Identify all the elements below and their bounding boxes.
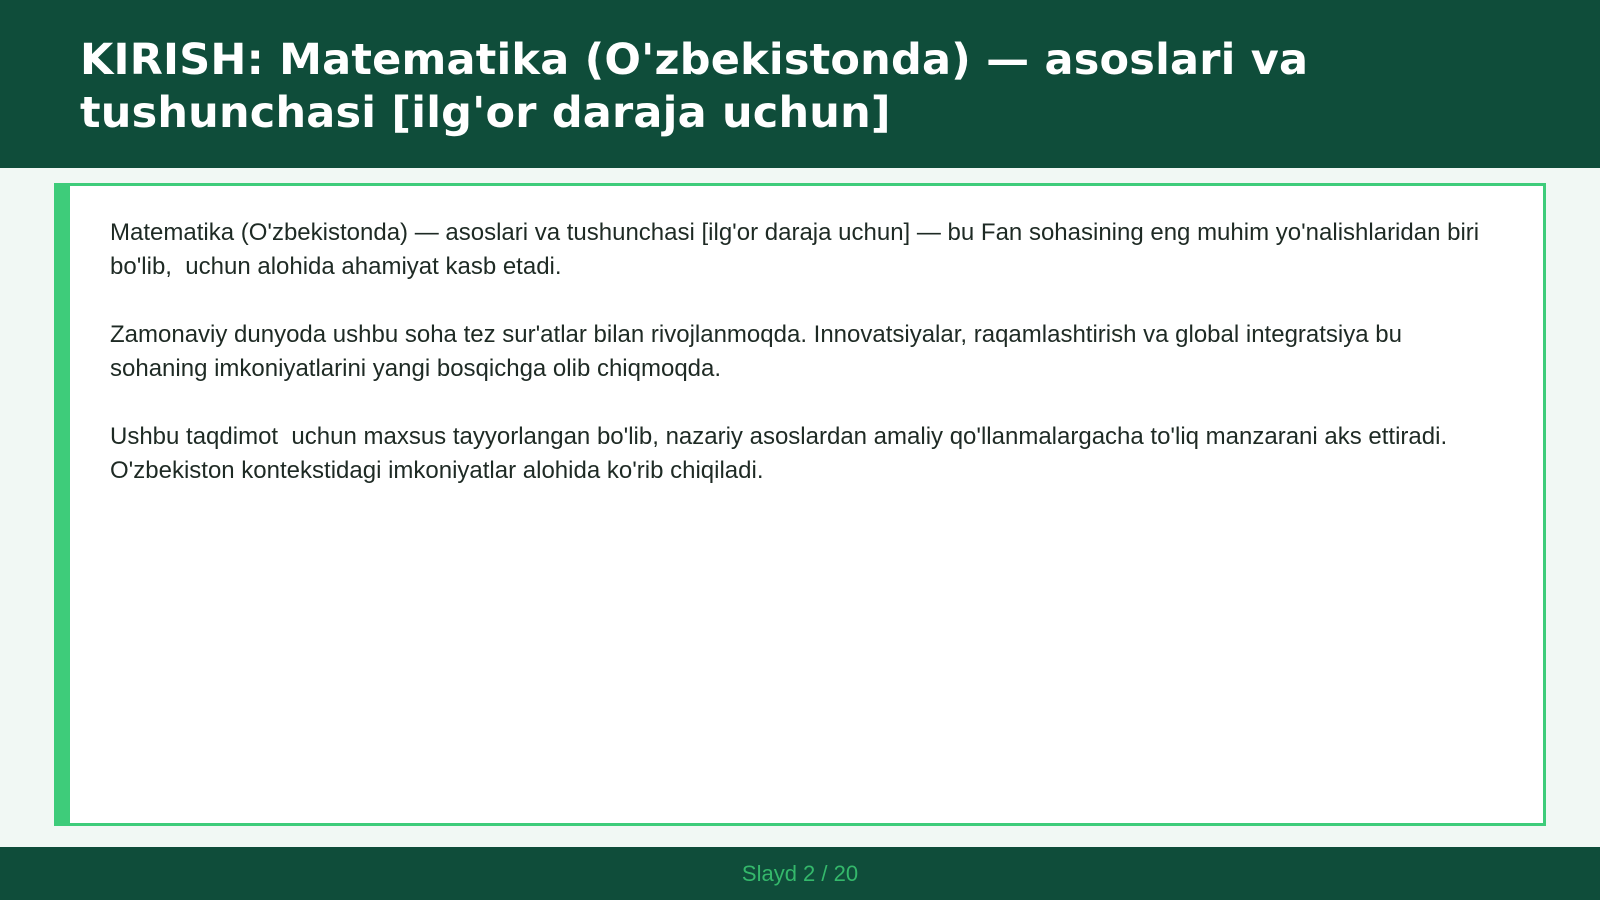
paragraph-modern-world: Zamonaviy dunyoda ushbu soha tez sur'atlar bilan rivojlanmoqda. Innovatsiyalar, raqamlashtirish va global integratsiya bu sohaning imkoniyatlarini yangi bosqichga olib chiqmoqda. [110,321,1409,382]
content-body [110,216,1500,522]
slide-footer [0,847,1600,900]
paragraph-presentation: Ushbu taqdimot uchun maxsus tayyorlangan bo'lib, nazariy asoslardan amaliy qo'llanmalargacha to'liq manzarani aks ettiradi. O'zbekiston kontekstidagi imkoniyatlar alohida ko'rib chiqiladi. [110,423,1454,484]
content-panel [54,183,1546,826]
slide-header [0,0,1600,168]
slide-title: KIRISH: Matematika (O'zbekistonda) — asoslari va tushunchasi [ilg'or daraja uchun] [80,35,1309,138]
paragraph-intro: Matematika (O'zbekistonda) — asoslari va tushunchasi [ilg'or daraja uchun] — bu Fan sohasining eng muhim yo'nalishlaridan biri bo'lib, uchun alohida ahamiyat kasb etadi. [110,219,1486,280]
slide-counter: Slayd 2 / 20 [741,861,859,886]
